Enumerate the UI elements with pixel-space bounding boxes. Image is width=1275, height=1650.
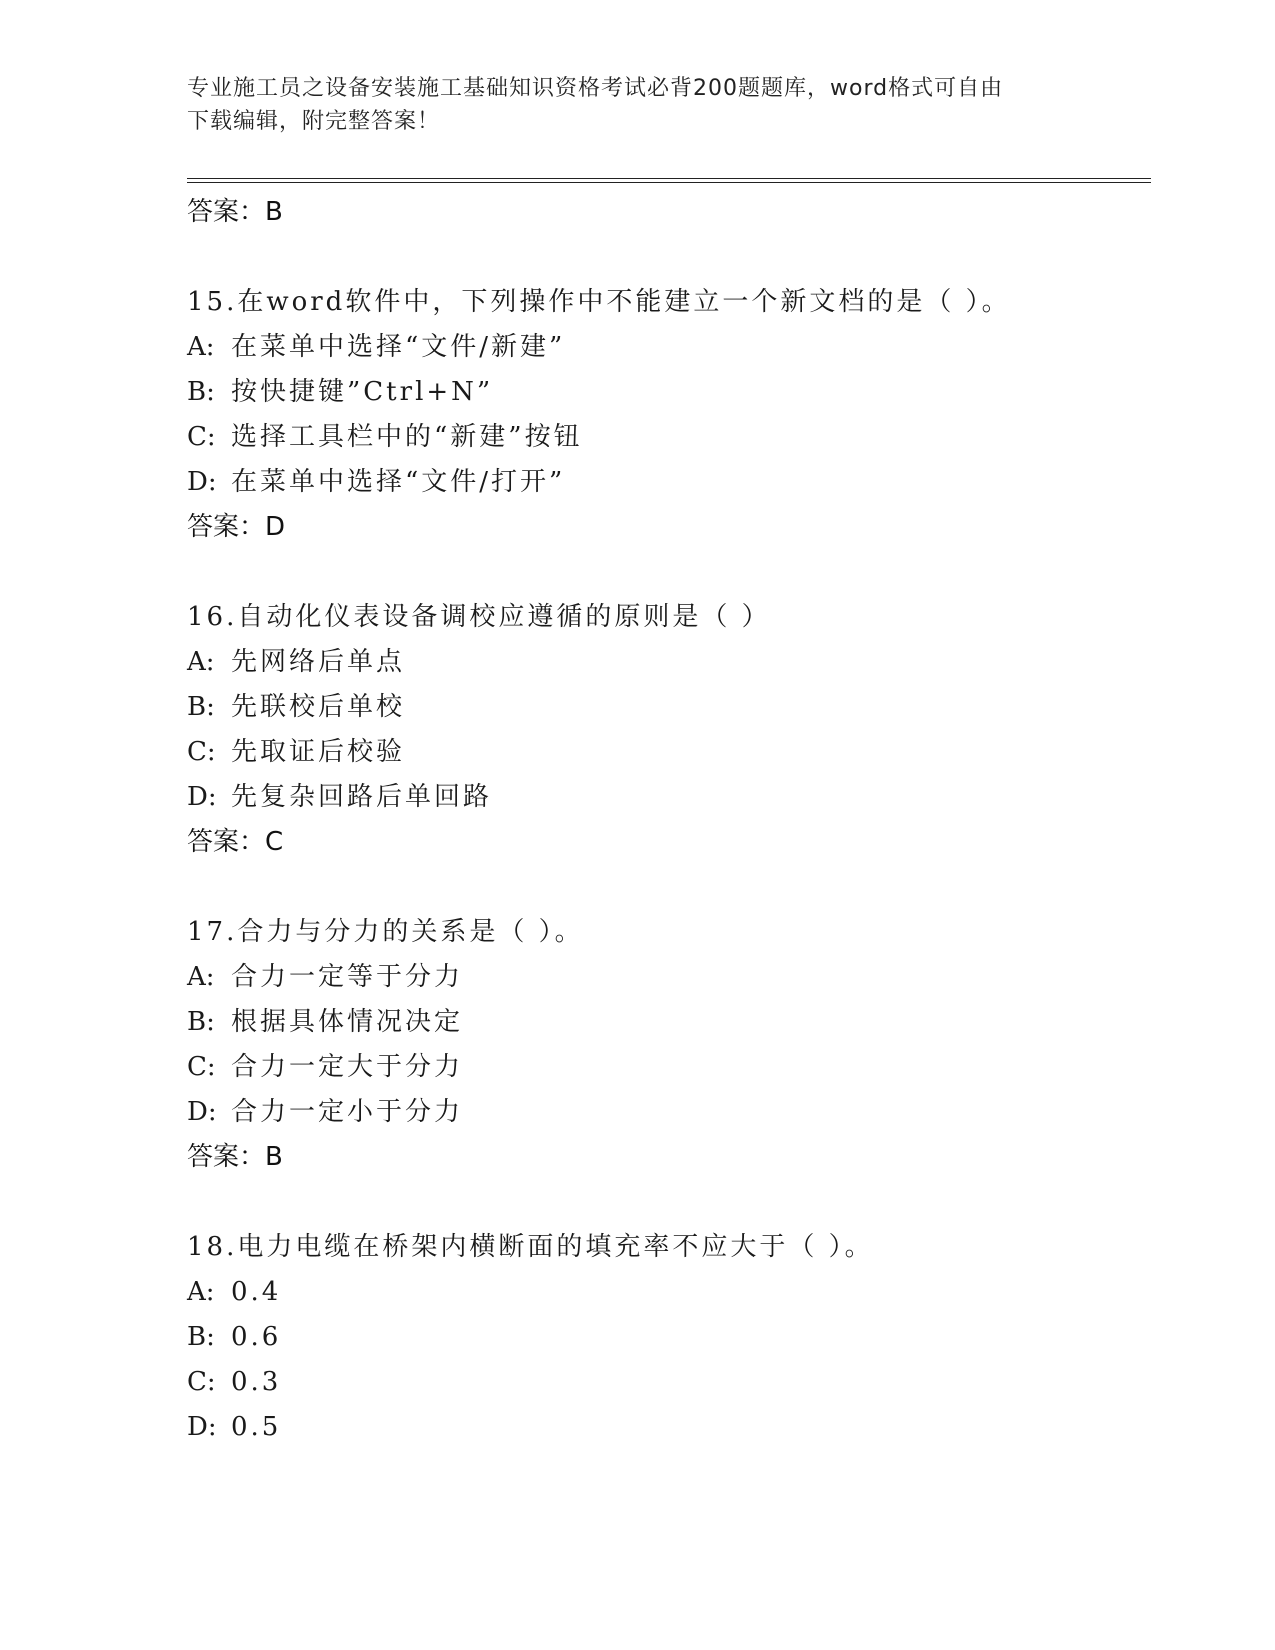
option-d: D: 在菜单中选择“文件/打开” <box>187 467 566 497</box>
header-line-2: 下载编辑，附完整答案！ <box>187 109 441 134</box>
option-c: C: 合力一定大于分力 <box>187 1052 464 1082</box>
option-d: D: 先复杂回路后单回路 <box>187 782 493 812</box>
answer: 答案：C <box>187 827 284 857</box>
option-b: B: 先联校后单校 <box>187 692 406 722</box>
previous-answer: 答案：B <box>187 197 283 227</box>
option-b: B: 0.6 <box>187 1322 282 1352</box>
option-d: D: 合力一定小于分力 <box>187 1097 464 1127</box>
header-divider-top <box>187 178 1151 179</box>
option-a: A: 在菜单中选择“文件/新建” <box>187 332 566 362</box>
option-d: D: 0.5 <box>187 1412 282 1442</box>
answer: 答案：D <box>187 512 286 542</box>
question-stem: 17.合力与分力的关系是（ ）。 <box>187 917 584 947</box>
question-stem: 18.电力电缆在桥架内横断面的填充率不应大于（ ）。 <box>187 1232 874 1262</box>
answer: 答案：B <box>187 1142 283 1172</box>
option-b: B: 按快捷键”Ctrl+N” <box>187 377 494 407</box>
question-15 <box>187 280 1147 550</box>
document-header <box>187 72 1067 138</box>
option-b: B: 根据具体情况决定 <box>187 1007 464 1037</box>
option-a: A: 先网络后单点 <box>187 647 406 677</box>
option-c: C: 选择工具栏中的“新建”按钮 <box>187 422 583 452</box>
header-divider-bottom <box>187 182 1151 183</box>
option-c: C: 先取证后校验 <box>187 737 406 767</box>
option-c: C: 0.3 <box>187 1367 282 1397</box>
question-list <box>187 190 1147 1450</box>
header-line-1: 专业施工员之设备安装施工基础知识资格考试必背200题题库，word格式可自由 <box>187 76 1004 101</box>
question-16 <box>187 595 1147 865</box>
option-a: A: 合力一定等于分力 <box>187 962 464 992</box>
question-stem: 15.在word软件中，下列操作中不能建立一个新文档的是（ ）。 <box>187 287 1011 317</box>
question-18 <box>187 1225 1147 1450</box>
question-stem: 16.自动化仪表设备调校应遵循的原则是（ ） <box>187 602 771 632</box>
option-a: A: 0.4 <box>187 1277 282 1307</box>
question-17 <box>187 910 1147 1180</box>
